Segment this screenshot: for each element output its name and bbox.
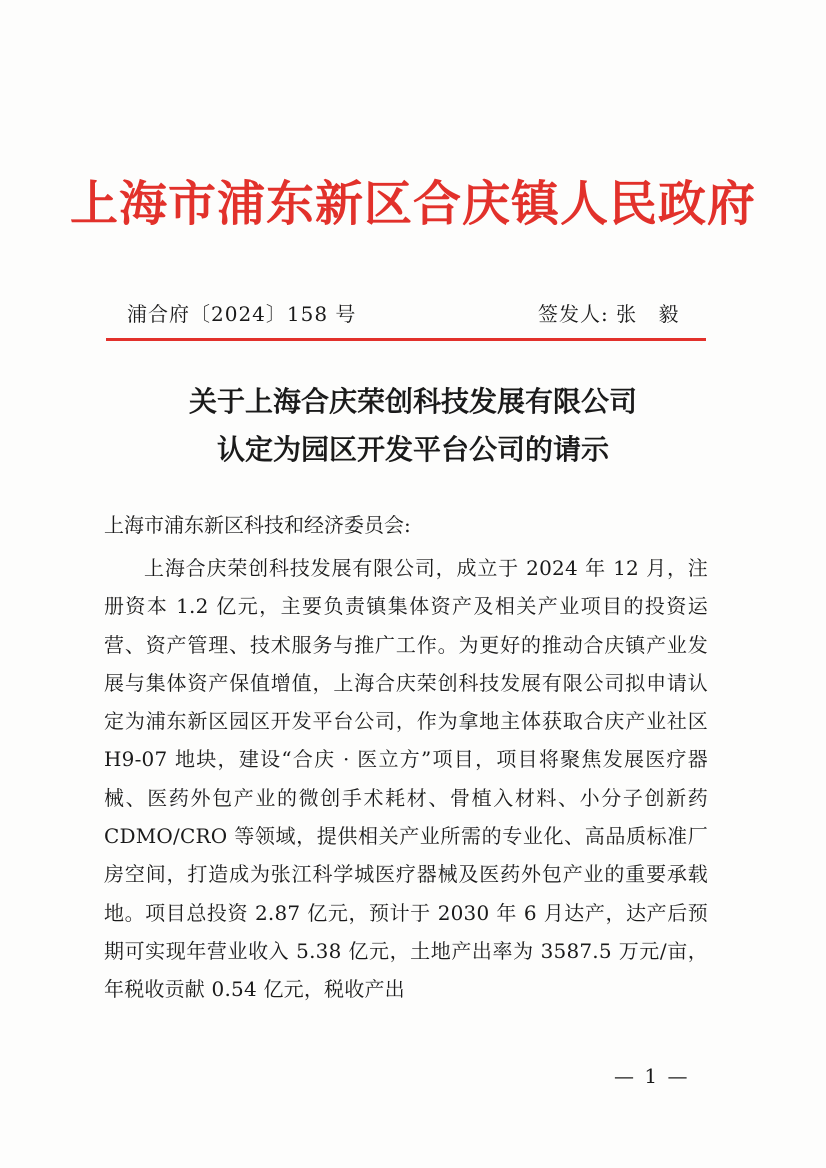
title-line-2: 认定为园区开发平台公司的请示 (216, 433, 609, 466)
document-number: 浦合府〔2024〕158 号 (127, 302, 357, 326)
red-separator-line (106, 338, 706, 341)
signer-label: 签发人: (538, 302, 609, 326)
body-paragraph: 上海合庆荣创科技发展有限公司，成立于 2024 年 12 月，注册资本 1.2 亿元，主要负责镇集体资产及相关产业项目的投资运营、资产管理、技术服务与推广工作。为更好的推动合庆镇产业发展与集体资产保值增值，上海合庆荣创科技发展有限公司拟申请认定为浦东新区园区开发平台公司，作为拿地主体获取合庆产业社区 H9-07 地块，建设“合庆 · 医立方”项目，项目将聚焦发展医疗器械、医药外包产业的微创手术耗材、骨植入材料、小分子创新药 CDMO/CRO 等领域，提供相关产业所需的专业化、高品质标准厂房空间，打造成为张江科学城医疗器械及医药外包产业的重要承载地。项目总投资 2.87 亿元，预计于 2030 年 6 月达产，达产后预期可实现年营业收入 5.38 亿元，土地产出率为 3587.5 万元/亩，年税收贡献 0.54 亿元，税收产出 (104, 556, 708, 1002)
signer-name: 张 毅 (616, 302, 687, 326)
signer (538, 300, 686, 328)
title-line-1: 关于上海合庆荣创科技发展有限公司 (188, 385, 637, 418)
document-title (0, 378, 826, 474)
page-number: — 1 — (614, 1064, 690, 1088)
salutation: 上海市浦东新区科技和经济委员会: (104, 513, 411, 537)
issuing-organization: 上海市浦东新区合庆镇人民政府 (69, 176, 756, 232)
